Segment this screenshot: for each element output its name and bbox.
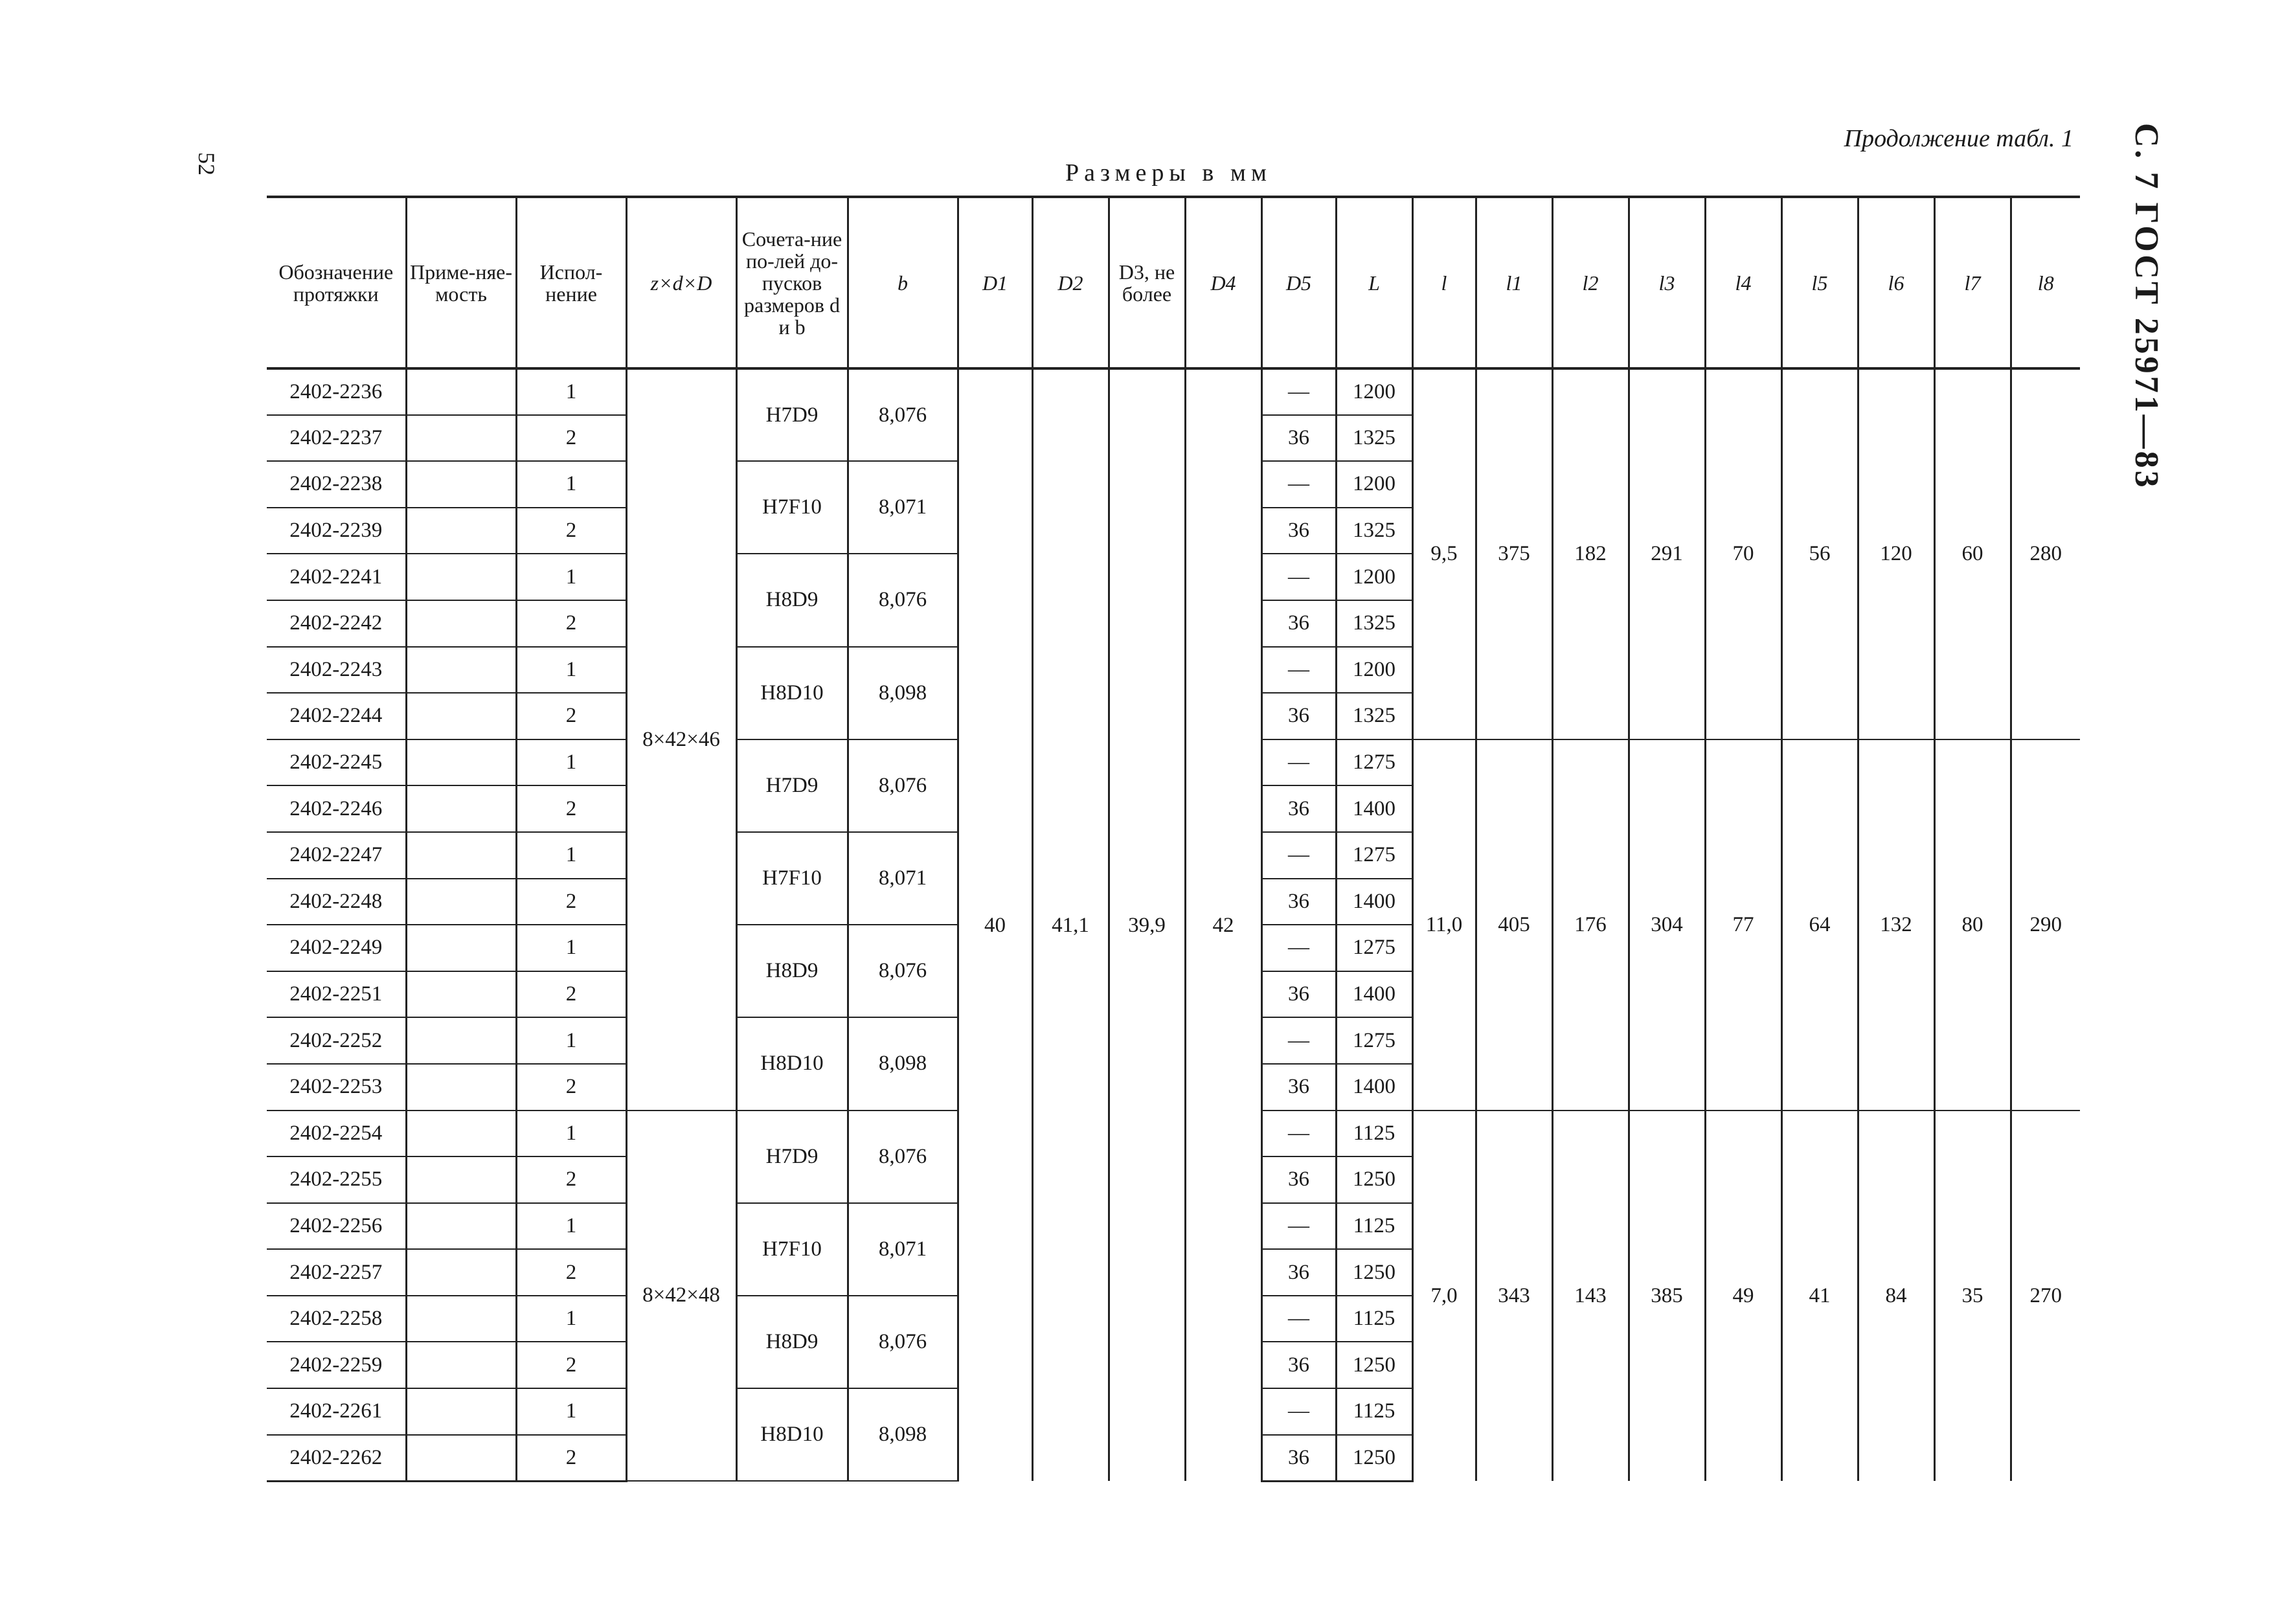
header-version: Испол-нение [516,197,626,368]
cell-tolerance: H8D10 [736,1388,848,1481]
cell-designation: 2402-2243 [267,647,406,694]
cell-L: 1125 [1336,1111,1412,1157]
cell-L: 1250 [1336,1435,1412,1482]
cell-tolerance: H8D9 [736,1296,848,1388]
cell-version: 1 [516,1203,626,1250]
cell-tolerance: H7F10 [736,1203,848,1296]
cell-applicability [406,693,516,739]
broach-table [267,196,2077,1523]
cell-l3: 291 [1629,368,1705,739]
cell-applicability [406,600,516,647]
header-l7: l7 [1934,197,2011,368]
cell-b: 8,076 [848,1296,958,1388]
cell-D5: — [1261,832,1336,879]
cell-D5: — [1261,647,1336,694]
header-applicability: Приме-няе-мость [406,197,516,368]
cell-L: 1250 [1336,1156,1412,1203]
cell-l7: 80 [1934,739,2011,1111]
cell-designation: 2402-2246 [267,785,406,832]
cell-tolerance: H7F10 [736,461,848,554]
cell-applicability [406,508,516,554]
cell-D5: 36 [1261,879,1336,925]
cell-L: 1250 [1336,1342,1412,1388]
cell-l: 9,5 [1412,368,1476,739]
header-l1: l1 [1476,197,1552,368]
cell-designation: 2402-2256 [267,1203,406,1250]
table-row [267,368,2080,415]
cell-version: 1 [516,1388,626,1435]
cell-applicability [406,1388,516,1435]
cell-version: 1 [516,925,626,971]
cell-version: 2 [516,1064,626,1111]
cell-L: 1325 [1336,508,1412,554]
cell-applicability [406,647,516,694]
cell-applicability [406,368,516,415]
table-continuation-caption: Продолжение табл. 1 [1844,125,2073,152]
cell-designation: 2402-2255 [267,1156,406,1203]
cell-tolerance: H7D9 [736,368,848,461]
header-D3: D3, не более [1109,197,1185,368]
cell-version: 1 [516,832,626,879]
cell-version: 1 [516,368,626,415]
cell-applicability [406,1435,516,1482]
header-zdD: z×d×D [626,197,736,368]
cell-version: 2 [516,879,626,925]
cell-version: 1 [516,739,626,786]
cell-l3: 385 [1629,1111,1705,1482]
cell-D5: — [1261,554,1336,600]
cell-designation: 2402-2252 [267,1017,406,1064]
cell-L: 1400 [1336,879,1412,925]
cell-l5: 41 [1781,1111,1858,1482]
cell-l5: 64 [1781,739,1858,1111]
cell-zdD-group: 8×42×46 [626,368,736,1111]
header-D2: D2 [1032,197,1109,368]
cell-l8: 290 [2011,739,2080,1111]
cell-b: 8,071 [848,1203,958,1296]
cell-l4: 77 [1705,739,1781,1111]
header-tolerance: Сочета-ние по-лей до-пусков размеров d и b [736,197,848,368]
cell-l6: 120 [1858,368,1934,739]
cell-designation: 2402-2244 [267,693,406,739]
header-l2: l2 [1552,197,1629,368]
cell-b: 8,076 [848,739,958,832]
cell-b: 8,098 [848,1388,958,1481]
cell-designation: 2402-2249 [267,925,406,971]
cell-version: 2 [516,415,626,462]
cell-D5: — [1261,1388,1336,1435]
cell-designation: 2402-2245 [267,739,406,786]
cell-L: 1325 [1336,693,1412,739]
cell-version: 2 [516,1156,626,1203]
cell-applicability [406,785,516,832]
cell-D5: 36 [1261,600,1336,647]
cell-applicability [406,461,516,508]
header-D5: D5 [1261,197,1336,368]
cell-tolerance: H7D9 [736,739,848,832]
header-designation: Обозначение протяжки [278,260,394,306]
cell-D5: 36 [1261,693,1336,739]
cell-designation: 2402-2247 [267,832,406,879]
header-l4: l4 [1705,197,1781,368]
cell-designation: 2402-2248 [267,879,406,925]
cell-l2: 182 [1552,368,1629,739]
cell-tolerance: H8D10 [736,647,848,739]
cell-L: 1125 [1336,1388,1412,1435]
cell-applicability [406,832,516,879]
header-D4: D4 [1185,197,1261,368]
cell-D5: — [1261,925,1336,971]
cell-l7: 35 [1934,1111,2011,1482]
cell-version: 2 [516,508,626,554]
cell-applicability [406,1156,516,1203]
cell-L: 1200 [1336,368,1412,415]
units-caption: Размеры в мм [1065,159,1272,186]
cell-L: 1400 [1336,785,1412,832]
cell-l7: 60 [1934,368,2011,739]
cell-D5: 36 [1261,1342,1336,1388]
cell-applicability [406,1342,516,1388]
cell-l: 11,0 [1412,739,1476,1111]
cell-l: 7,0 [1412,1111,1476,1482]
cell-L: 1400 [1336,1064,1412,1111]
header-L: L [1336,197,1412,368]
cell-D3: 39,9 [1109,368,1185,1481]
cell-applicability [406,971,516,1018]
cell-version: 2 [516,785,626,832]
cell-b: 8,076 [848,925,958,1017]
cell-L: 1200 [1336,461,1412,508]
cell-L: 1200 [1336,554,1412,600]
cell-D5: 36 [1261,415,1336,462]
cell-D4: 42 [1185,368,1261,1481]
cell-designation: 2402-2238 [267,461,406,508]
cell-applicability [406,879,516,925]
cell-applicability [406,1064,516,1111]
cell-D1: 40 [958,368,1032,1481]
cell-b: 8,098 [848,647,958,739]
cell-L: 1275 [1336,925,1412,971]
cell-version: 1 [516,647,626,694]
cell-D5: — [1261,1203,1336,1250]
cell-designation: 2402-2261 [267,1388,406,1435]
cell-designation: 2402-2262 [267,1435,406,1482]
cell-D5: 36 [1261,971,1336,1018]
cell-designation: 2402-2253 [267,1064,406,1111]
cell-designation: 2402-2239 [267,508,406,554]
cell-designation: 2402-2258 [267,1296,406,1342]
cell-designation: 2402-2257 [267,1249,406,1296]
cell-D5: — [1261,368,1336,415]
cell-L: 1125 [1336,1203,1412,1250]
cell-version: 2 [516,600,626,647]
cell-applicability [406,739,516,786]
header-l6: l6 [1858,197,1934,368]
cell-l1: 405 [1476,739,1552,1111]
cell-version: 1 [516,461,626,508]
cell-version: 1 [516,1017,626,1064]
cell-D5: 36 [1261,1064,1336,1111]
cell-L: 1400 [1336,971,1412,1018]
cell-l8: 270 [2011,1111,2080,1482]
header-b: b [848,197,958,368]
cell-applicability [406,925,516,971]
cell-D5: — [1261,461,1336,508]
cell-D5: 36 [1261,508,1336,554]
cell-applicability [406,415,516,462]
cell-b: 8,076 [848,368,958,461]
cell-D5: 36 [1261,1249,1336,1296]
table-body [267,368,2080,1481]
cell-l2: 143 [1552,1111,1629,1482]
table-header [267,197,2080,368]
cell-applicability [406,554,516,600]
cell-L: 1125 [1336,1296,1412,1342]
cell-version: 1 [516,1111,626,1157]
cell-designation: 2402-2241 [267,554,406,600]
header-l8: l8 [2011,197,2080,368]
cell-version: 2 [516,1435,626,1482]
cell-D5: — [1261,739,1336,786]
cell-L: 1250 [1336,1249,1412,1296]
cell-b: 8,076 [848,1111,958,1203]
cell-b: 8,071 [848,832,958,925]
cell-l1: 343 [1476,1111,1552,1482]
cell-L: 1275 [1336,1017,1412,1064]
cell-L: 1275 [1336,832,1412,879]
cell-L: 1275 [1336,739,1412,786]
cell-L: 1325 [1336,415,1412,462]
header-l: l [1412,197,1476,368]
cell-tolerance: H7D9 [736,1111,848,1203]
cell-designation: 2402-2259 [267,1342,406,1388]
page-number: 52 [194,152,220,175]
cell-zdD-group: 8×42×48 [626,1111,736,1482]
header-l5: l5 [1781,197,1858,368]
header-l3: l3 [1629,197,1705,368]
cell-l1: 375 [1476,368,1552,739]
cell-l6: 84 [1858,1111,1934,1482]
cell-applicability [406,1017,516,1064]
standard-title: С. 7 ГОСТ 25971—83 [2128,123,2165,490]
cell-b: 8,098 [848,1017,958,1110]
cell-b: 8,071 [848,461,958,554]
cell-applicability [406,1249,516,1296]
cell-designation: 2402-2236 [267,368,406,415]
cell-l8: 280 [2011,368,2080,739]
cell-l5: 56 [1781,368,1858,739]
cell-tolerance: H8D10 [736,1017,848,1110]
cell-D2: 41,1 [1032,368,1109,1481]
cell-applicability [406,1111,516,1157]
cell-applicability [406,1203,516,1250]
cell-version: 2 [516,971,626,1018]
cell-version: 1 [516,554,626,600]
cell-b: 8,076 [848,554,958,646]
cell-designation: 2402-2251 [267,971,406,1018]
cell-D5: — [1261,1111,1336,1157]
cell-L: 1200 [1336,647,1412,694]
cell-tolerance: H8D9 [736,554,848,646]
cell-version: 1 [516,1296,626,1342]
cell-D5: — [1261,1017,1336,1064]
cell-version: 2 [516,1249,626,1296]
cell-D5: 36 [1261,785,1336,832]
cell-applicability [406,1296,516,1342]
cell-D5: — [1261,1296,1336,1342]
cell-tolerance: H7F10 [736,832,848,925]
cell-l6: 132 [1858,739,1934,1111]
cell-designation: 2402-2254 [267,1111,406,1157]
cell-l3: 304 [1629,739,1705,1111]
header-D1: D1 [958,197,1032,368]
cell-D5: 36 [1261,1156,1336,1203]
cell-designation: 2402-2242 [267,600,406,647]
cell-D5: 36 [1261,1435,1336,1482]
cell-version: 2 [516,693,626,739]
cell-designation: 2402-2237 [267,415,406,462]
cell-l4: 70 [1705,368,1781,739]
cell-l4: 49 [1705,1111,1781,1482]
cell-l2: 176 [1552,739,1629,1111]
cell-version: 2 [516,1342,626,1388]
cell-tolerance: H8D9 [736,925,848,1017]
cell-L: 1325 [1336,600,1412,647]
